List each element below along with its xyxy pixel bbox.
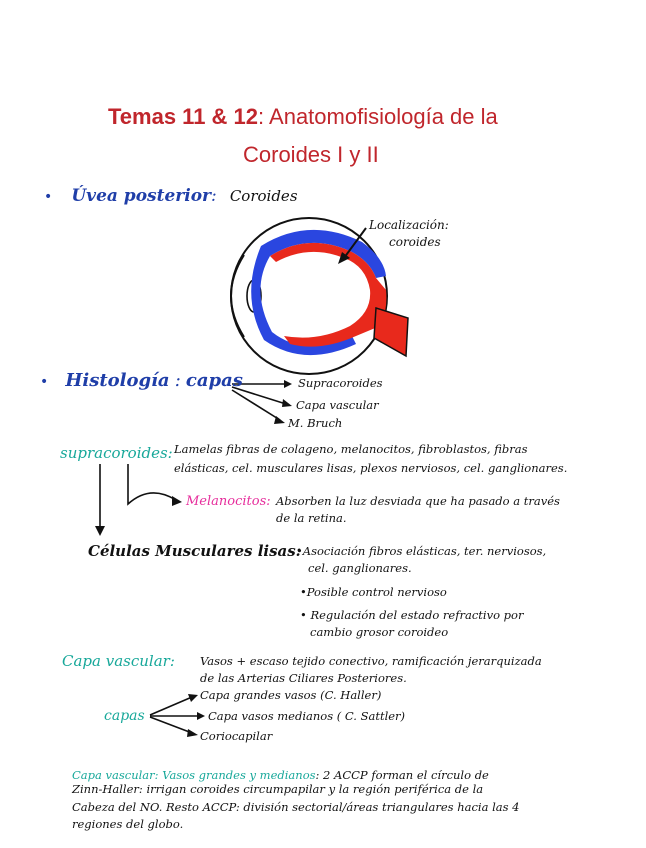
uvea-colon: : bbox=[211, 186, 217, 206]
histologia-section bbox=[40, 370, 243, 391]
supracoroides-label: supracoroides: bbox=[60, 444, 173, 462]
eye-callout-line2: coroides bbox=[389, 235, 441, 249]
histologia-branch-2: Capa vascular bbox=[296, 398, 379, 412]
optic-nerve bbox=[374, 308, 408, 356]
histologia-branch-3: M. Bruch bbox=[288, 416, 343, 430]
capas-item-2: Capa vasos medianos ( C. Sattler) bbox=[208, 709, 406, 723]
final-note-line1-rest: : 2 ACCP forman el círculo de bbox=[315, 768, 489, 782]
title-bold: Temas 11 & 12 bbox=[108, 104, 259, 129]
musculares-item-5: cambio grosor coroideo bbox=[310, 625, 449, 639]
capas-label: capas bbox=[104, 708, 145, 724]
musculares-item-2: cel. ganglionares. bbox=[308, 561, 412, 575]
capa-vascular-desc-1: Vasos + escaso tejido conectivo, ramificación jerarquizada bbox=[200, 654, 542, 668]
supracoroides-desc-2: elásticas, cel. musculares lisas, plexos nerviosos, cel. ganglionares. bbox=[174, 461, 568, 475]
final-note-label: Capa vascular: Vasos grandes y medianos bbox=[72, 768, 316, 782]
final-note-line1 bbox=[72, 764, 489, 783]
musculares-label: Células Musculares lisas: bbox=[88, 542, 302, 560]
melanocitos-desc-1: Absorben la luz desviada que ha pasado a través bbox=[276, 494, 560, 508]
histologia-sep: : bbox=[174, 370, 181, 391]
uvea-value: Coroides bbox=[229, 187, 298, 205]
capa-vascular-desc-2: de las Arterias Ciliares Posteriores. bbox=[200, 671, 407, 685]
musculares-item-1: •Asociación fibros elásticas, ter. nerviosos, bbox=[296, 544, 547, 558]
musculares-item-3: •Posible control nervioso bbox=[300, 585, 447, 599]
melanocitos-desc-2: de la retina. bbox=[276, 511, 347, 525]
histologia-capas: capas bbox=[185, 370, 243, 391]
capas-item-1: Capa grandes vasos (C. Haller) bbox=[200, 688, 382, 702]
capas-item-3: Coriocapilar bbox=[200, 729, 273, 743]
histologia-branch-1: Supracoroides bbox=[298, 376, 383, 390]
cornea-shape bbox=[231, 255, 244, 337]
final-note-line2: Zinn-Haller: irrigan coroides circumpapilar y la región periférica de la bbox=[72, 782, 484, 796]
histologia-bullet: • bbox=[40, 374, 49, 390]
final-note-line4: regiones del globo. bbox=[72, 817, 184, 831]
uvea-bullet: • bbox=[44, 189, 53, 205]
supracoroides-desc-1: Lamelas fibras de colageno, melanocitos, fibroblastos, fibras bbox=[174, 442, 528, 456]
title-rest: : Anatomofisiología de la bbox=[258, 104, 498, 129]
final-note-line3: Cabeza del NO. Resto ACCP: división sectorial/áreas triangulares hacia las 4 bbox=[72, 800, 520, 814]
uvea-label: Úvea posterior bbox=[71, 186, 211, 206]
page-title-line2: Coroides I y II bbox=[243, 142, 379, 167]
musculares-item-4: • Regulación del estado refractivo por bbox=[300, 608, 524, 622]
histologia-label: Histología bbox=[65, 370, 170, 391]
melanocitos-label: Melanocitos: bbox=[186, 494, 271, 509]
eye-callout-line1: Localización: bbox=[369, 218, 449, 232]
capa-vascular-label: Capa vascular: bbox=[62, 652, 175, 670]
